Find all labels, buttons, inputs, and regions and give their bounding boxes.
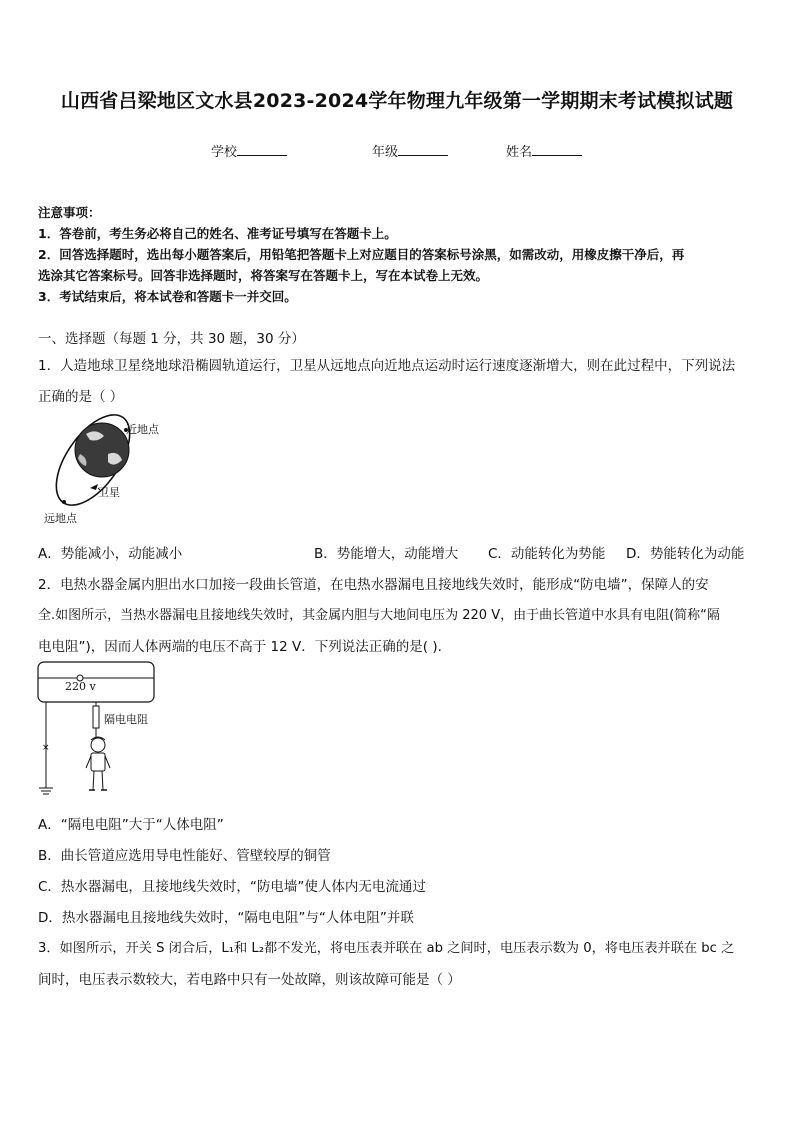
- fig-near-point-label: 近地点: [126, 423, 159, 436]
- q3-stem-line1: 3．如图所示，开关 S 闭合后，L₁和 L₂都不发光，将电压表并联在 ab 之间时，电压表示数为 0，将电压表并联在 bc 之: [38, 941, 735, 956]
- q1-option-b: B．势能增大，动能增大: [314, 546, 459, 562]
- name-blank: [532, 143, 582, 156]
- q2-option-a: A．“隔电电阻”大于“人体电阻”: [38, 817, 224, 833]
- heater-tank: [38, 662, 154, 702]
- q1-option-a: A．势能减小，动能减小: [38, 546, 183, 562]
- q2-option-d: D．热水器漏电且接地线失效时，“隔电电阻”与“人体电阻”并联: [38, 910, 414, 926]
- q2-option-c: C．热水器漏电，且接地线失效时，“防电墙”使人体内无电流通过: [38, 879, 426, 895]
- school-field: [211, 141, 287, 160]
- person-body: [91, 753, 105, 771]
- far-point-dot: [62, 500, 66, 504]
- notice-item: 3．考试结束后，将本试卷和答题卡一并交回。: [38, 289, 297, 304]
- fig-far-point-label: 远地点: [44, 512, 77, 525]
- notice-item: 2．回答选择题时，选出每小题答案后，用铅笔把答题卡上对应题目的答案标号涂黑，如需改动，用橡皮擦干净后，再: [38, 247, 685, 262]
- isolation-resistor: [93, 706, 99, 728]
- satellite-icon: [90, 484, 98, 490]
- name-label: 姓名: [506, 145, 533, 160]
- water-heater-circuit-figure: [34, 660, 174, 805]
- q1-stem-line2: 正确的是（ ）: [38, 389, 124, 405]
- q1-stem-line1: 1．人造地球卫星绕地球沿椭圆轨道运行，卫星从远地点向近地点运动时运行速度逐渐增大，则在此过程中，下列说法: [38, 358, 736, 374]
- page-title: 山西省吕梁地区文水县2023-2024学年物理九年级第一学期期末考试模拟试题: [60, 90, 734, 112]
- q2-stem-line2: 全.如图所示，当热水器漏电且接地线失效时，其金属内胆与大地间电压为 220 V，由于曲长管道中水具有电阻(简称“隔: [38, 608, 720, 623]
- notice-label: 注意事项：: [38, 205, 101, 220]
- fig-resistor-label: 隔电电阻: [104, 713, 148, 726]
- fig-satellite-label: 卫星: [98, 486, 120, 499]
- grade-label: 年级: [372, 145, 399, 160]
- notice-item: 选涂其它答案标号。回答非选择题时，将答案写在答题卡上，写在本试卷上无效。: [38, 268, 489, 283]
- q3-stem-line2: 间时，电压表示数较大，若电路中只有一处故障，则该故障可能是（ ）: [38, 972, 461, 988]
- q1-option-c: C．动能转化为势能: [488, 546, 606, 562]
- fig-voltage-label: 220 v: [65, 680, 96, 693]
- school-blank: [237, 143, 287, 156]
- school-label: 学校: [211, 145, 238, 160]
- name-field: [506, 141, 582, 160]
- svg-text:×: ×: [42, 743, 50, 753]
- q2-stem-line1: 2．电热水器金属内胆出水口加接一段曲长管道，在电热水器漏电且接地线失效时，能形成“防电墙”，保障人的安: [38, 577, 709, 593]
- person-head: [91, 738, 105, 752]
- notice-item: 1．答卷前，考生务必将自己的姓名、准考证号填写在答题卡上。: [38, 226, 397, 241]
- grade-blank: [398, 143, 448, 156]
- q2-stem-line3: 电电阻”)，因而人体两端的电压不高于 12 V．下列说法正确的是( ).: [38, 639, 442, 655]
- earth-icon: [75, 423, 129, 477]
- section-heading: 一、选择题（每题 1 分，共 30 题，30 分）: [38, 331, 305, 347]
- grade-field: [372, 141, 448, 160]
- q1-option-d: D．势能转化为动能: [626, 546, 745, 562]
- q2-option-b: B．曲长管道应选用导电性能好、管壁较厚的铜管: [38, 848, 331, 864]
- q2-figure: [34, 660, 174, 805]
